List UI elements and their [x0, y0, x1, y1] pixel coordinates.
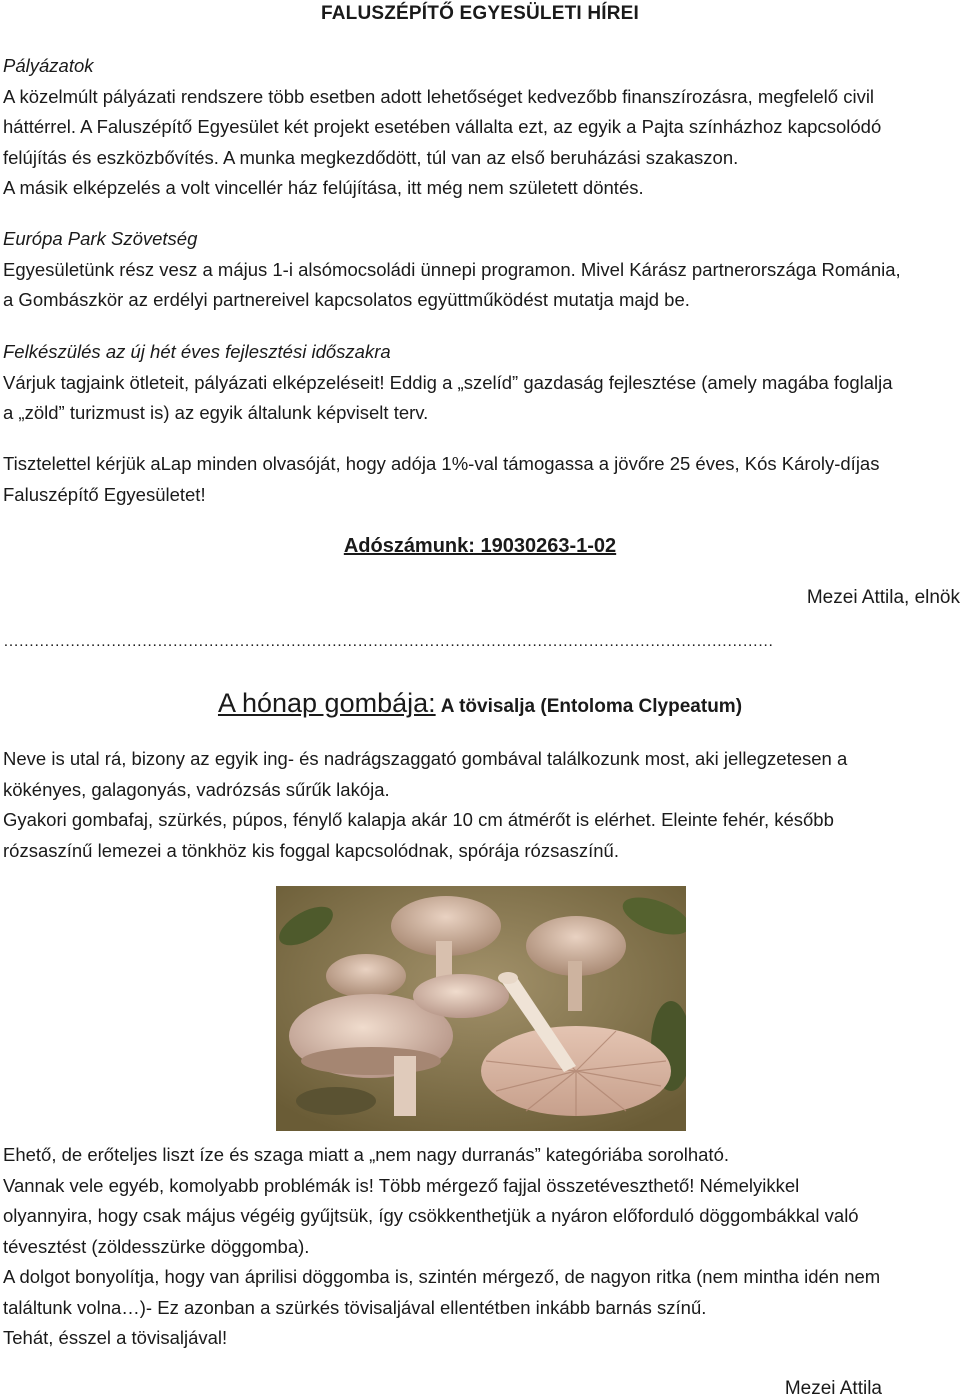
section-heading: Felkészülés az új hét éves fejlesztési időszakra: [3, 341, 391, 362]
section-felkeszules: [3, 337, 958, 429]
page-title: FALUSZÉPÍTŐ EGYESÜLETI HÍREI: [320, 3, 640, 24]
paragraph-line: kökényes, galagonyás, vadrózsás sűrűk lakója.: [3, 778, 390, 800]
appeal-paragraph: [3, 449, 958, 510]
signature-president: Mezei Attila, elnök: [806, 587, 960, 608]
section-palyazatok: [3, 51, 958, 204]
paragraph-line: Neve is utal rá, bizony az egyik ing- és nadrágszaggató gombával találkozunk most, aki jellegzetesen a: [3, 748, 848, 769]
mushroom-of-month-heading: [0, 688, 960, 719]
mushroom-name: A tövisalja (Entoloma Clypeatum): [440, 696, 743, 717]
paragraph-line: Ehető, de erőteljes liszt íze és szaga miatt a „nem nagy durranás” kategóriába sorolható.: [3, 1144, 729, 1165]
paragraph-line: olyannyira, hogy csak május végéig gyűjtsük, így csökkenthetjük a nyáron előforduló döggombákkal való: [3, 1205, 859, 1226]
section-europa-park: [3, 224, 958, 316]
paragraph-line: A közelmúlt pályázati rendszere több esetben adott lehetőséget kedvezőbb finanszírozásra, megfelelő civil: [3, 85, 875, 107]
section-heading: Európa Park Szövetség: [3, 228, 198, 249]
mushroom-illustration: [276, 886, 686, 1131]
dotted-separator: ……………………………………………………………………………………………………………………………………: [3, 633, 774, 650]
mushroom-intro: [3, 744, 958, 866]
paragraph-line: rózsaszínű lemezei a tönkhöz kis foggal kapcsolódnak, spórája rózsaszínű.: [3, 839, 619, 861]
mushroom-details: [3, 1140, 958, 1354]
month-label: A hónap gombája:: [217, 688, 436, 718]
paragraph-line: tévesztést (zöldesszürke döggomba).: [3, 1235, 310, 1257]
section-heading: Pályázatok: [3, 55, 94, 76]
paragraph-line: a „zöld” turizmust is) az egyik általunk képviselt terv.: [3, 402, 429, 423]
paragraph-line: Egyesületünk rész vesz a május 1-i alsómocsoládi ünnepi programon. Mivel Kárász partnerországa Románia,: [3, 258, 901, 280]
paragraph-line: Faluszépítő Egyesületet!: [3, 483, 206, 505]
signature-author: Mezei Attila: [784, 1378, 882, 1399]
paragraph-line: Tisztelettel kérjük aLap minden olvasóját, hogy adója 1%-val támogassa a jövőre 25 éves, Kós Károly-díjas: [3, 453, 880, 474]
paragraph-line: háttérrel. A Faluszépítő Egyesület két projekt esetében vállalta ezt, az egyik a Pajta színházhoz kapcsolódó: [3, 116, 882, 137]
paragraph-line: találtunk volna…)- Ez azonban a szürkés tövisaljával ellentétben inkább barnás színű.: [3, 1296, 707, 1318]
paragraph-line: a Gombászkör az erdélyi partnereivel kapcsolatos együttműködést mutatja majd be.: [3, 289, 690, 310]
paragraph-line: A dolgot bonyolítja, hogy van áprilisi döggomba is, szintén mérgező, de nagyon ritka (nem mintha idén nem: [3, 1266, 881, 1287]
paragraph-line: A másik elképzelés a volt vincellér ház felújítása, itt még nem született döntés.: [3, 177, 644, 198]
paragraph-line: Gyakori gombafaj, szürkés, púpos, fénylő kalapja akár 10 cm átmérőt is elérhet. Eleinte fehér, később: [3, 809, 834, 830]
mushroom-photo: [276, 886, 686, 1131]
paragraph-line: Várjuk tagjaink ötleteit, pályázati elképzeléseit! Eddig a „szelíd” gazdaság fejlesztése (amely magába foglalja: [3, 371, 893, 393]
paragraph-line: felújítás és eszközbővítés. A munka megkezdődött, túl van az első beruházási szakaszon.: [3, 146, 739, 168]
paragraph-line: Vannak vele egyéb, komolyabb problémák is! Több mérgező fajjal összetéveszthető! Némelyikkel: [3, 1174, 800, 1196]
tax-number: Adószámunk: 19030263-1-02: [343, 535, 617, 557]
paragraph-line: Tehát, ésszel a tövisaljával!: [3, 1327, 228, 1348]
